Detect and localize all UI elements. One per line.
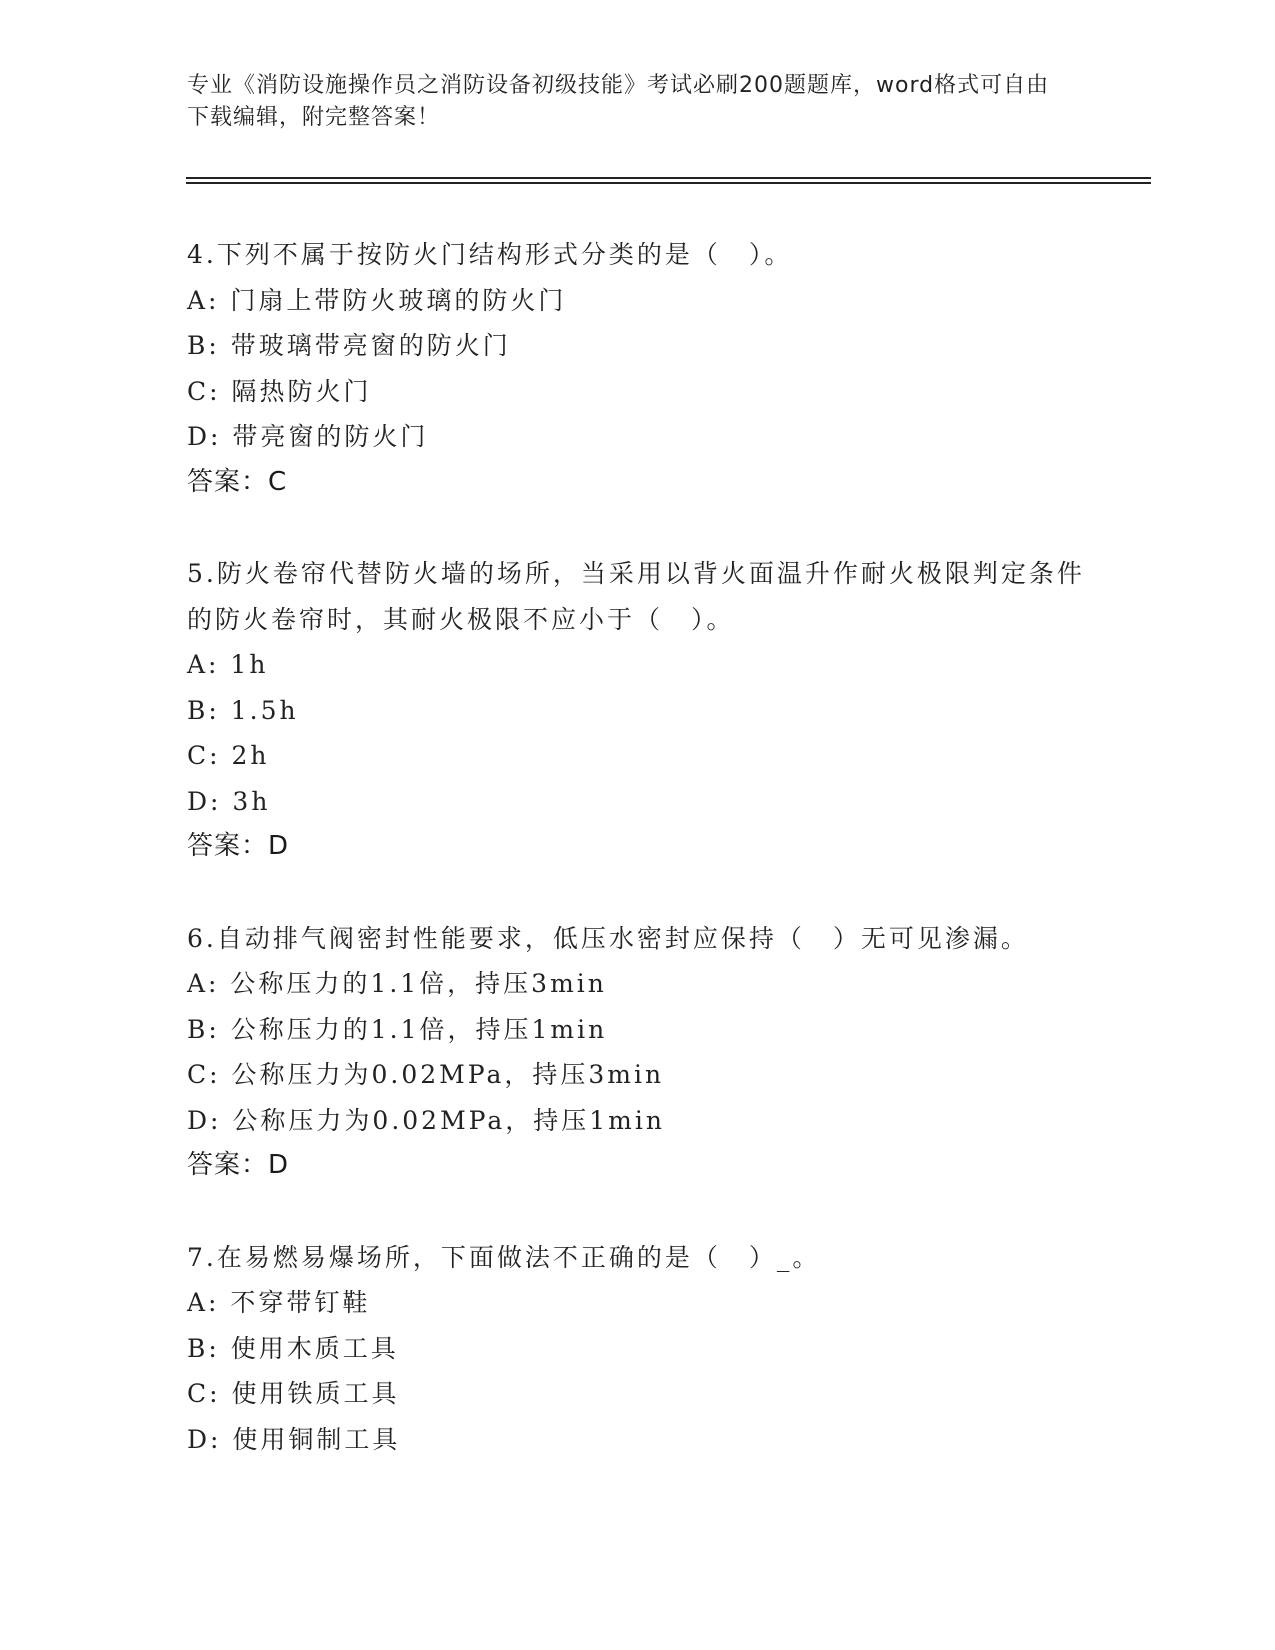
option-d: D: 使用铜制工具 <box>187 1424 401 1454</box>
option-a: A: 门扇上带防火玻璃的防火门 <box>187 285 567 315</box>
option-d: D: 公称压力为0.02MPa，持压1min <box>187 1105 665 1135</box>
question-4 <box>187 232 1087 505</box>
answer-label: 答案：C <box>187 466 288 497</box>
option-c: C: 2h <box>187 741 270 770</box>
option-b: B: 公称压力的1.1倍，持压1min <box>187 1014 608 1044</box>
question-5 <box>187 551 1087 870</box>
option-b: B: 1.5h <box>187 695 299 725</box>
header-divider-top <box>186 177 1151 179</box>
option-a: A: 公称压力的1.1倍，持压3min <box>187 969 607 998</box>
option-c: C: 使用铁质工具 <box>187 1379 400 1408</box>
option-d: D: 带亮窗的防火门 <box>187 422 429 451</box>
answer-label: 答案：D <box>187 831 290 861</box>
question-stem: 6.自动排气阀密封性能要求，低压水密封应保持（ ）无可见渗漏。 <box>187 923 1029 953</box>
option-a: A: 1h <box>187 650 269 679</box>
option-b: B: 使用木质工具 <box>187 1333 399 1363</box>
header-divider-bottom <box>186 182 1151 184</box>
question-stem: 7.在易燃易爆场所，下面做法不正确的是（ ）_。 <box>187 1242 821 1272</box>
option-c: C: 公称压力为0.02MPa，持压3min <box>187 1060 665 1089</box>
option-d: D: 3h <box>187 786 271 816</box>
question-7 <box>187 1235 1087 1463</box>
question-list <box>187 232 1087 1508</box>
option-b: B: 带玻璃带亮窗的防火门 <box>187 331 511 360</box>
option-a: A: 不穿带钉鞋 <box>187 1288 371 1317</box>
question-6 <box>187 916 1087 1189</box>
document-header: 专业《消防设施操作员之消防设备初级技能》考试必刷200题题库，word格式可自由下载编辑，附完整答案！ <box>187 73 1050 130</box>
option-c: C: 隔热防火门 <box>187 376 372 406</box>
question-stem: 5.防火卷帘代替防火墙的场所，当采用以背火面温升作耐火极限判定条件的防火卷帘时，其耐火极限不应小于（ ）。 <box>187 559 1085 634</box>
answer-label: 答案：D <box>187 1150 290 1180</box>
question-stem: 4.下列不属于按防火门结构形式分类的是（ ）。 <box>187 240 793 269</box>
